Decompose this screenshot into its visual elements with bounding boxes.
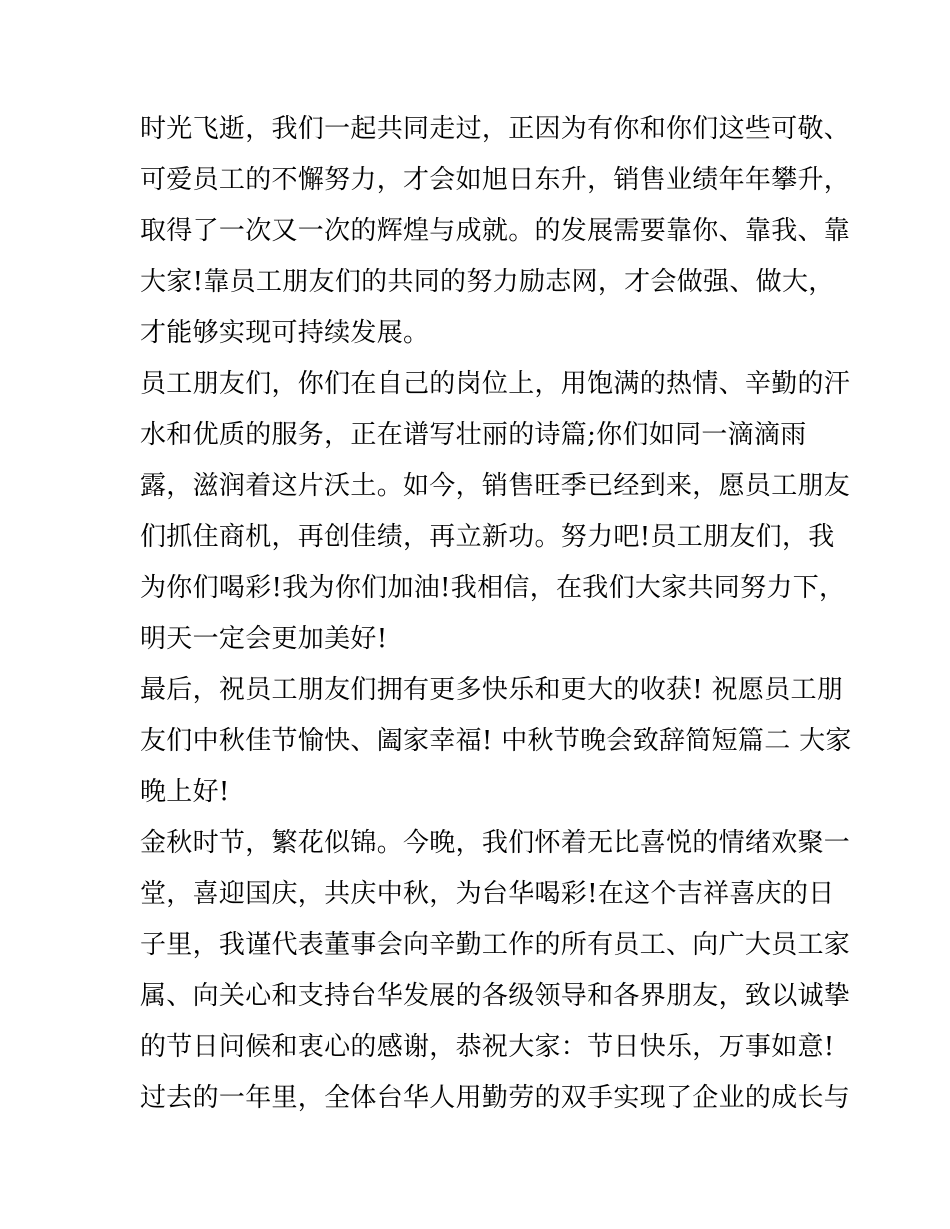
text-line: 时光飞逝，我们一起共同走过，正因为有你和你们这些可敬、 xyxy=(140,114,851,144)
text-line: 们抓住商机，再创佳绩，再立新功。努力吧!员工朋友们，我 xyxy=(140,522,835,552)
text-line: 友们中秋佳节愉快、阖家幸福! 中秋节晚会致辞简短篇二 大家 xyxy=(140,726,852,756)
text-line: 才能够实现可持续发展。 xyxy=(140,318,430,348)
text-line: 子里，我谨代表董事会向辛勤工作的所有员工、向广大员工家 xyxy=(140,930,851,960)
text-line: 的节日问候和衷心的感谢，恭祝大家：节日快乐，万事如意! xyxy=(140,1032,835,1062)
text-line: 明天一定会更加美好! xyxy=(140,624,388,654)
text-line: 晚上好! xyxy=(140,777,230,807)
text-line: 可爱员工的不懈努力，才会如旭日东升，销售业绩年年攀升， xyxy=(140,165,851,195)
text-line: 最后，祝员工朋友们拥有更多快乐和更大的收获! 祝愿员工朋 xyxy=(140,675,844,705)
text-line: 露，滋润着这片沃土。如今，销售旺季已经到来，愿员工朋友 xyxy=(140,471,851,501)
text-line: 属、向关心和支持台华发展的各级领导和各界朋友，致以诚挚 xyxy=(140,981,851,1011)
text-line: 堂，喜迎国庆，共庆中秋，为台华喝彩!在这个吉祥喜庆的日 xyxy=(140,879,835,909)
text-line: 金秋时节，繁花似锦。今晚，我们怀着无比喜悦的情绪欢聚一 xyxy=(140,828,851,858)
text-line: 大家!靠员工朋友们的共同的努力励志网，才会做强、做大， xyxy=(140,267,835,297)
document-body xyxy=(140,104,852,1124)
text-line: 水和优质的服务，正在谱写壮丽的诗篇;你们如同一滴滴雨 xyxy=(140,420,807,450)
text-line: 员工朋友们，你们在自己的岗位上，用饱满的热情、辛勤的汗 xyxy=(140,369,851,399)
text-line: 过去的一年里，全体台华人用勤劳的双手实现了企业的成长与 xyxy=(140,1083,851,1113)
text-line: 为你们喝彩!我为你们加油!我相信，在我们大家共同努力下， xyxy=(140,573,846,603)
text-line: 取得了一次又一次的辉煌与成就。的发展需要靠你、靠我、靠 xyxy=(140,216,851,246)
